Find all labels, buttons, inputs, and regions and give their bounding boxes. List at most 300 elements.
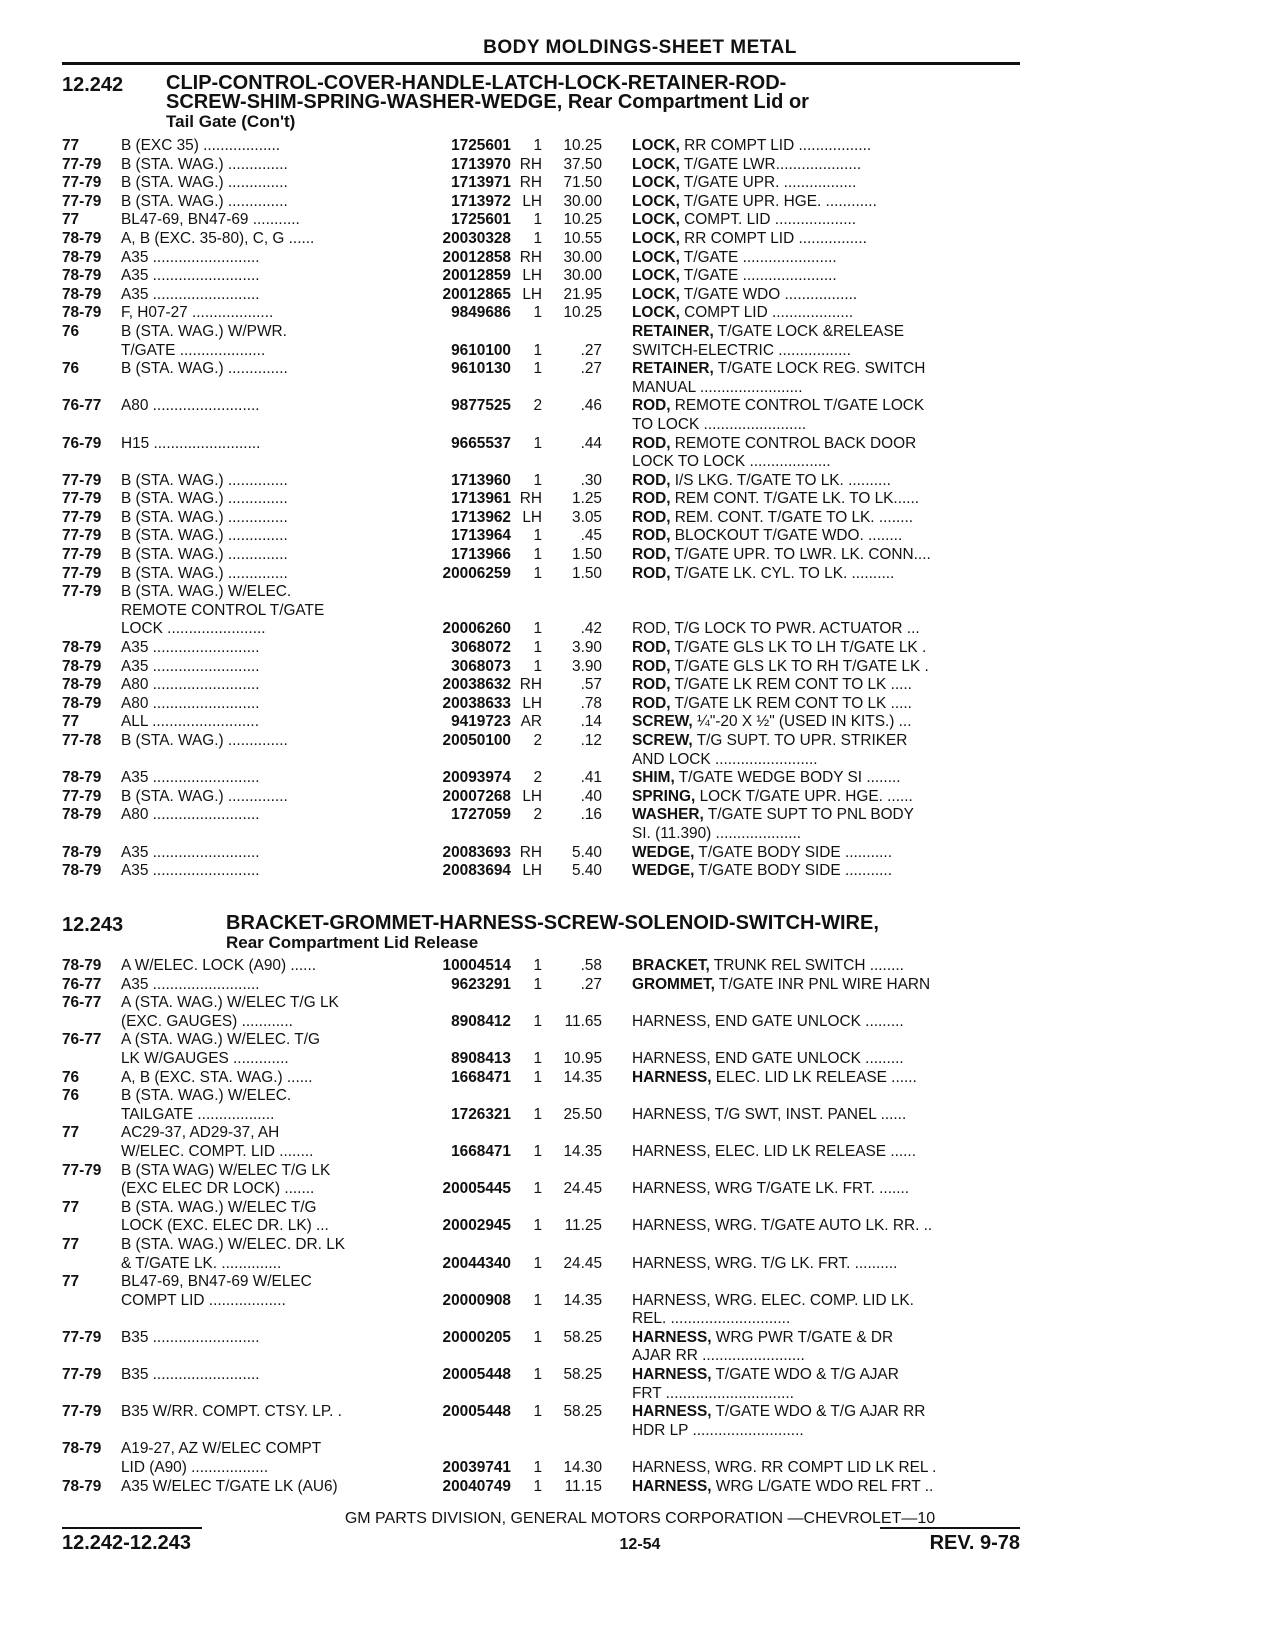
price: 3.90 (572, 639, 602, 657)
part-noun: HARNESS, (632, 1328, 712, 1346)
model-year: 77-79 (62, 546, 102, 564)
part-number: 1727059 (451, 806, 511, 824)
part-noun: LOCK, (632, 229, 680, 247)
parts-row (62, 844, 1022, 863)
model-application: B (STA. WAG.) W/ELEC. DR. LK & T/GATE LK. .............. (121, 1235, 346, 1272)
quantity: 1 (533, 975, 542, 993)
spacer (602, 304, 622, 323)
part-description (622, 490, 1022, 509)
model-year: 78-79 (62, 1440, 102, 1458)
quantity: 1 (533, 229, 542, 247)
part-number: 9849686 (451, 304, 511, 322)
part-description (622, 583, 1022, 639)
model-year: 77-79 (62, 1403, 102, 1421)
quantity: 1 (533, 657, 542, 675)
part-detail: LOCK T/GATE UPR. HGE. ...... (695, 787, 913, 805)
part-noun: GROMMET, (632, 975, 715, 993)
parts-row (62, 546, 1022, 565)
model-application: B (STA. WAG.) .............. (121, 787, 288, 805)
part-description (622, 1403, 1022, 1440)
parts-row (62, 304, 1022, 323)
price: 10.55 (563, 229, 602, 247)
price: .44 (580, 434, 602, 452)
price: .46 (580, 397, 602, 415)
part-detail: COMPT LID ................... (679, 304, 854, 322)
part-description (622, 230, 1022, 249)
model-application: A35 ......................... (121, 285, 260, 303)
model-year: 77 (62, 1273, 80, 1291)
price: 14.35 (563, 1068, 602, 1086)
model-application: AC29-37, AD29-37, AH W/ELEC. COMPT. LID ........ (121, 1124, 314, 1160)
page-title: BODY MOLDINGS-SHEET METAL (483, 37, 797, 58)
spacer (602, 695, 622, 714)
part-noun: RETAINER, (632, 322, 714, 340)
part-number: 1713966 (451, 546, 511, 564)
quantity: 1 (533, 527, 542, 545)
parts-row (62, 788, 1022, 807)
model-application: B (STA. WAG.) .............. (121, 527, 288, 545)
part-number: 20000908 (442, 1291, 511, 1309)
price: 21.95 (563, 285, 602, 303)
price: 10.95 (563, 1049, 602, 1067)
model-application: B (EXC 35) .................. (121, 137, 281, 154)
part-detail: T/GATE BODY SIDE ........... (694, 862, 892, 880)
part-number: 20039741 (442, 1459, 511, 1477)
model-year: 77 (62, 211, 80, 229)
parts-row (62, 862, 1022, 881)
quantity: 1 (533, 471, 542, 489)
model-application: BL47-69, BN47-69 ........... (121, 211, 300, 229)
part-description (622, 1087, 1022, 1124)
model-year: 77-79 (62, 490, 102, 508)
spacer (602, 174, 622, 193)
part-noun: LOCK, (632, 248, 680, 266)
price: .40 (580, 787, 602, 805)
parts-row (62, 397, 1022, 434)
part-description (622, 509, 1022, 528)
part-number: 1713960 (451, 471, 511, 489)
spacer (602, 658, 622, 677)
price: 25.50 (563, 1105, 602, 1123)
parts-row (62, 360, 1022, 397)
section-title-line: CLIP-CONTROL-COVER-HANDLE-LATCH-LOCK-RETAINER-ROD- (166, 72, 787, 94)
part-noun: ROD, (632, 527, 671, 545)
part-description (622, 1236, 1022, 1273)
parts-row (62, 1478, 1022, 1497)
model-application: A80 ......................... (121, 676, 260, 694)
part-detail: T/GATE UPR. TO LWR. LK. CONN.... (670, 546, 931, 564)
part-description (622, 976, 1022, 995)
price: 30.00 (563, 192, 602, 210)
part-number: 20006259 (442, 564, 511, 582)
price: .41 (580, 769, 602, 787)
part-detail: WRG L/GATE WDO REL FRT .. (711, 1477, 934, 1495)
model-application: ALL ......................... (121, 713, 259, 731)
parts-row (62, 565, 1022, 584)
part-number: 8908413 (451, 1049, 511, 1067)
part-number: 3068073 (451, 657, 511, 675)
parts-row (62, 267, 1022, 286)
model-year: 78-79 (62, 694, 102, 712)
part-noun: BRACKET, (632, 957, 710, 974)
part-noun: ROD, (632, 639, 671, 657)
spacer (602, 435, 622, 472)
part-description (622, 286, 1022, 305)
part-description (622, 304, 1022, 323)
spacer (602, 472, 622, 491)
part-description (622, 994, 1022, 1031)
model-year: 77-79 (62, 564, 102, 582)
part-description (622, 360, 1022, 397)
part-description (622, 1478, 1022, 1497)
quantity: 1 (533, 1068, 542, 1086)
price: 11.65 (564, 1012, 602, 1030)
model-application: B (STA. WAG.) .............. (121, 174, 288, 192)
part-detail: REM CONT. T/GATE LK. TO LK...... (670, 490, 920, 508)
part-detail: HARNESS, WRG. RR COMPT LID LK REL . (632, 1459, 937, 1477)
part-detail: HARNESS, T/G SWT, INST. PANEL ...... (632, 1105, 907, 1123)
quantity: 2 (533, 806, 542, 824)
spacer (602, 546, 622, 565)
section-title-line: SCREW-SHIM-SPRING-WASHER-WEDGE, Rear Compartment Lid or (166, 91, 809, 113)
part-number: 3068072 (451, 639, 511, 657)
part-number: 20050100 (442, 732, 511, 749)
model-year: 78-79 (62, 843, 102, 861)
spacer (602, 976, 622, 995)
model-application: B (STA. WAG.) W/ELEC. TAILGATE .................. (121, 1087, 292, 1123)
model-application: A80 ......................... (121, 806, 260, 824)
part-detail: T/GATE SUPT TO PNL BODY SI. (11.390) .................... (632, 806, 914, 842)
part-detail: HARNESS, WRG T/GATE LK. FRT. ....... (632, 1180, 910, 1198)
parts-row (62, 976, 1022, 995)
model-year: 76-77 (62, 975, 102, 993)
part-detail: T/GATE ...................... (679, 267, 837, 285)
model-application: A W/ELEC. LOCK (A90) ...... (121, 957, 317, 974)
spacer (602, 286, 622, 305)
part-noun: ROD, (632, 434, 671, 452)
quantity: 1 (533, 1477, 542, 1495)
price: .27 (580, 341, 602, 359)
model-year: 76 (62, 1068, 80, 1086)
quantity: 1 (533, 957, 542, 974)
part-noun: LOCK, (632, 211, 680, 229)
model-year: 78-79 (62, 229, 102, 247)
price: 14.35 (563, 1291, 602, 1309)
part-number: 1725601 (451, 211, 511, 229)
quantity: 1 (533, 1105, 542, 1123)
part-detail: T/GATE ...................... (679, 248, 837, 266)
quantity: 1 (533, 304, 542, 322)
part-number: 20038632 (442, 676, 511, 694)
price: 14.35 (563, 1142, 602, 1160)
spacer (602, 732, 622, 769)
part-detail: TRUNK REL SWITCH ........ (709, 957, 904, 974)
section-title-line: Tail Gate (Con't) (166, 112, 296, 131)
spacer (602, 1478, 622, 1497)
model-application: B (STA. WAG.) W/ELEC T/G LOCK (EXC. ELEC DR. LK) ... (121, 1198, 329, 1235)
part-description (622, 323, 1022, 360)
price: 37.50 (563, 155, 602, 173)
part-number: 9877525 (451, 397, 511, 415)
quantity: LH (522, 285, 542, 303)
quantity: RH (519, 843, 542, 861)
parts-row (62, 137, 1022, 156)
part-detail: ¼"-20 X ½" (USED IN KITS.) ... (692, 713, 912, 731)
model-year: 77 (62, 1235, 80, 1253)
parts-row (62, 695, 1022, 714)
model-year: 78-79 (62, 1477, 102, 1495)
part-detail: T/GATE WDO & T/G AJAR RR HDR LP .......................... (632, 1403, 926, 1439)
spacer (602, 1366, 622, 1403)
parts-row (62, 490, 1022, 509)
part-detail: ROD, T/G LOCK TO PWR. ACTUATOR ... (632, 620, 920, 638)
spacer (602, 844, 622, 863)
model-application: A19-27, AZ W/ELEC COMPT LID (A90) .................. (121, 1440, 322, 1477)
parts-list (62, 957, 1022, 1496)
model-year: 77-79 (62, 787, 102, 805)
model-year: 77 (62, 713, 80, 731)
model-year: 76 (62, 360, 80, 378)
part-noun: HARNESS, (632, 1403, 712, 1421)
part-detail: HARNESS, WRG. ELEC. COMP. LID LK. REL. ............................ (632, 1291, 914, 1328)
parts-row (62, 732, 1022, 769)
section-title (226, 914, 1016, 952)
part-noun: ROD, (632, 397, 671, 415)
part-number: 20002945 (442, 1217, 511, 1235)
spacer (602, 509, 622, 528)
price: 11.15 (564, 1477, 602, 1495)
part-description (622, 137, 1022, 156)
quantity: RH (519, 174, 542, 192)
spacer (602, 1162, 622, 1199)
part-detail: T/GATE BODY SIDE ........... (694, 843, 892, 861)
part-noun: SHIM, (632, 769, 675, 787)
price: .12 (580, 732, 602, 749)
part-description (622, 658, 1022, 677)
part-number: 20012865 (442, 285, 511, 303)
spacer (602, 249, 622, 268)
parts-row (62, 156, 1022, 175)
part-noun: HARNESS, (632, 1366, 712, 1384)
part-number: 20083693 (442, 843, 511, 861)
quantity: 1 (533, 1328, 542, 1346)
part-detail: REM. CONT. T/GATE TO LK. ........ (670, 508, 914, 526)
parts-row (62, 1403, 1022, 1440)
part-noun: WASHER, (632, 806, 704, 824)
spacer (602, 994, 622, 1031)
model-year: 78-79 (62, 248, 102, 266)
part-number: 20038633 (442, 694, 511, 712)
price: 3.90 (572, 657, 602, 675)
part-description (622, 713, 1022, 732)
spacer (602, 788, 622, 807)
spacer (602, 360, 622, 397)
part-noun: LOCK, (632, 285, 680, 303)
part-description (622, 472, 1022, 491)
part-detail: REMOTE CONTROL T/GATE LOCK TO LOCK ........................ (632, 397, 925, 433)
parts-row (62, 639, 1022, 658)
part-description (622, 211, 1022, 230)
part-detail: T/G SUPT. TO UPR. STRIKER AND LOCK ........................ (632, 732, 908, 768)
part-detail: T/GATE WDO ................. (679, 285, 858, 303)
quantity: 1 (533, 546, 542, 564)
model-application: A35 W/ELEC T/GATE LK (AU6) (121, 1477, 338, 1495)
part-description (622, 695, 1022, 714)
model-application: B (STA. WAG.) .............. (121, 192, 288, 210)
model-year: 77-79 (62, 1161, 102, 1179)
part-noun: RETAINER, (632, 360, 714, 378)
parts-row (62, 1199, 1022, 1236)
part-number: 9419723 (451, 713, 511, 731)
part-number: 9610130 (451, 360, 511, 378)
part-description (622, 676, 1022, 695)
part-detail: T/GATE INR PNL WIRE HARN (714, 975, 931, 993)
parts-row (62, 1273, 1022, 1329)
price: 1.25 (572, 490, 602, 508)
model-application: BL47-69, BN47-69 W/ELEC COMPT LID .................. (121, 1273, 312, 1309)
model-application: B (STA. WAG.) .............. (121, 546, 288, 564)
quantity: 1 (533, 434, 542, 452)
quantity: LH (522, 267, 542, 285)
parts-row (62, 323, 1022, 360)
part-description (622, 249, 1022, 268)
spacer (602, 230, 622, 249)
part-description (622, 1199, 1022, 1236)
part-noun: ROD, (632, 564, 671, 582)
part-description (622, 156, 1022, 175)
model-year: 76-79 (62, 434, 102, 452)
price: 1.50 (572, 546, 602, 564)
part-description (622, 267, 1022, 286)
parts-row (62, 1031, 1022, 1068)
spacer (602, 957, 622, 976)
model-year: 76 (62, 322, 80, 340)
part-number: 20005448 (442, 1403, 511, 1421)
price: 11.25 (564, 1217, 602, 1235)
model-application: B (STA. WAG.) .............. (121, 155, 288, 173)
parts-list (62, 137, 1022, 881)
quantity: 1 (533, 639, 542, 657)
quantity: 1 (533, 137, 542, 154)
parts-row (62, 1329, 1022, 1366)
model-year: 77-79 (62, 527, 102, 545)
model-year: 78-79 (62, 769, 102, 787)
part-detail: HARNESS, WRG. T/G LK. FRT. .......... (632, 1254, 898, 1272)
spacer (602, 137, 622, 156)
model-year: 77 (62, 137, 80, 154)
part-noun: ROD, (632, 490, 671, 508)
section-title-line: BRACKET-GROMMET-HARNESS-SCREW-SOLENOID-SWITCH-WIRE, (226, 912, 879, 934)
price: 3.05 (572, 508, 602, 526)
part-detail: T/GATE GLS LK TO RH T/GATE LK . (670, 657, 929, 675)
parts-row (62, 676, 1022, 695)
section-number: 12.242 (62, 74, 124, 96)
part-description (622, 862, 1022, 881)
part-description (622, 769, 1022, 788)
price: 10.25 (563, 211, 602, 229)
parts-row (62, 994, 1022, 1031)
part-noun: HARNESS, (632, 1477, 712, 1495)
part-detail: BLOCKOUT T/GATE WDO. ........ (670, 527, 903, 545)
footer-revision: REV. 9-78 (929, 1532, 1020, 1554)
model-year: 77-79 (62, 192, 102, 210)
part-description (622, 1440, 1022, 1477)
model-year: 77 (62, 1124, 80, 1142)
model-application: A, B (EXC. STA. WAG.) ...... (121, 1068, 313, 1086)
part-noun: SCREW, (632, 732, 693, 749)
part-detail: T/GATE WEDGE BODY SI ........ (674, 769, 901, 787)
quantity: RH (519, 248, 542, 266)
parts-row (62, 527, 1022, 546)
part-detail: HARNESS, ELEC. LID LK RELEASE ...... (632, 1142, 916, 1160)
parts-row (62, 472, 1022, 491)
part-number: 1725601 (451, 137, 511, 154)
quantity: 1 (533, 1012, 542, 1030)
part-number: 20005448 (442, 1366, 511, 1384)
section-title (166, 74, 956, 131)
model-year: 77 (62, 1198, 80, 1216)
spacer (602, 713, 622, 732)
parts-row (62, 509, 1022, 528)
model-year: 78-79 (62, 957, 102, 974)
model-application: B35 ......................... (121, 1366, 260, 1384)
model-application: B (STA. WAG.) .............. (121, 564, 288, 582)
part-number: 20007268 (442, 787, 511, 805)
part-number: 1668471 (451, 1068, 511, 1086)
parts-row (62, 193, 1022, 212)
spacer (602, 1403, 622, 1440)
price: 24.45 (563, 1180, 602, 1198)
spacer (602, 397, 622, 434)
quantity: LH (522, 192, 542, 210)
model-year: 78-79 (62, 639, 102, 657)
part-detail: T/GATE GLS LK TO LH T/GATE LK . (670, 639, 927, 657)
quantity: 1 (533, 564, 542, 582)
part-detail: T/GATE WDO & T/G AJAR FRT .............................. (632, 1366, 899, 1402)
footer-publisher: GM PARTS DIVISION, GENERAL MOTORS CORPORATION —CHEVROLET—10 (344, 1510, 936, 1527)
parts-row (62, 1124, 1022, 1161)
quantity: AR (520, 713, 542, 731)
model-application: B (STA. WAG.) .............. (121, 508, 288, 526)
part-detail: ELEC. LID LK RELEASE ...... (711, 1068, 917, 1086)
part-number: 1726321 (451, 1105, 511, 1123)
model-year: 78-79 (62, 657, 102, 675)
price: 10.25 (563, 137, 602, 154)
part-noun: LOCK, (632, 267, 680, 285)
quantity: 1 (533, 1403, 542, 1421)
price: 30.00 (563, 248, 602, 266)
price: .27 (580, 360, 602, 378)
price: 58.25 (563, 1366, 602, 1384)
part-detail: COMPT. LID ................... (679, 211, 857, 229)
model-application: B (STA WAG) W/ELEC T/G LK (EXC ELEC DR LOCK) ....... (121, 1161, 331, 1198)
price: .16 (580, 806, 602, 824)
parts-row (62, 1069, 1022, 1088)
part-number: 1713961 (451, 490, 511, 508)
price: .42 (580, 620, 602, 638)
part-detail: T/GATE UPR. ................. (679, 174, 857, 192)
price: .30 (580, 471, 602, 489)
model-year: 77-79 (62, 583, 102, 601)
quantity: RH (519, 490, 542, 508)
part-description (622, 397, 1022, 434)
quantity: 1 (533, 1217, 542, 1235)
part-noun: ROD, (632, 546, 671, 564)
part-description (622, 435, 1022, 472)
part-detail: T/GATE UPR. HGE. ............ (679, 192, 877, 210)
model-year: 78-79 (62, 304, 102, 322)
part-number: 20040749 (442, 1477, 511, 1495)
